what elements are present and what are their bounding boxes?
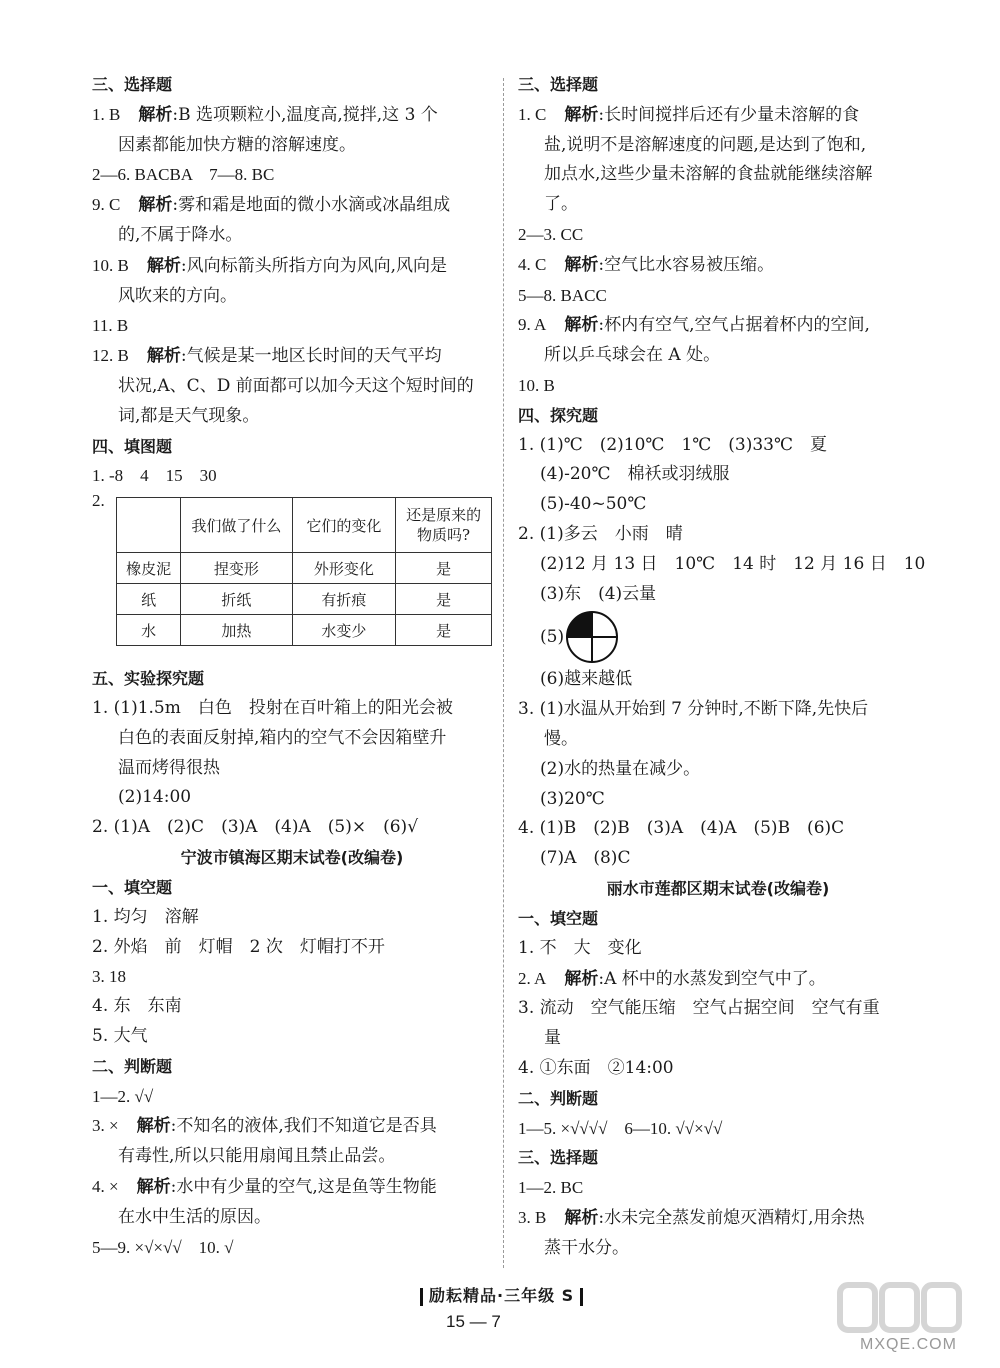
- answer-item: 1. 不 大 变化: [518, 937, 642, 958]
- section-title: 五、实验探究题: [92, 669, 205, 689]
- answer-item: 2. (1)多云 小雨 晴: [518, 523, 683, 544]
- answer-continuation: 慢。: [544, 728, 578, 749]
- answer-item: 5—8. BACC: [518, 285, 607, 305]
- answer-item: 2. (1)A (2)C (3)A (4)A (5)× (6)√: [92, 817, 419, 838]
- answer-continuation: (3)东 (4)云量: [540, 583, 657, 604]
- answer-continuation: 在水中生活的原因。: [118, 1206, 271, 1227]
- answer-continuation: 加点水,这些少量未溶解的食盐就能继续溶解: [544, 164, 873, 185]
- table-cell: 捏变形: [181, 553, 292, 584]
- brand-text: 励耘精品·三年级 S: [429, 1286, 575, 1305]
- answer-continuation: 盐,说明不是溶解速度的问题,是达到了饱和,: [544, 134, 867, 155]
- table-header-cell: 我们做了什么: [181, 498, 292, 553]
- section-title: 一、填空题: [92, 877, 173, 897]
- exam-title: 宁波市镇海区期末试卷(改编卷): [180, 847, 404, 867]
- section-title: 三、选择题: [518, 1148, 599, 1168]
- answer-item: 4. × 解析:水中有少量的空气,这是鱼等生物能: [92, 1176, 437, 1197]
- table-row: [117, 615, 492, 646]
- answer-continuation: 有毒性,所以只能用扇闻且禁止品尝。: [118, 1146, 396, 1167]
- answer-continuation: (2)14:00: [118, 787, 192, 808]
- table-cell: 折纸: [181, 584, 292, 615]
- footer-bar-right: [580, 1288, 583, 1306]
- answer-continuation: 蒸干水分。: [544, 1237, 629, 1258]
- answer-item: 2. 外焰 前 灯帽 2 次 灯帽打不开: [92, 936, 385, 957]
- table-header-cell: 还是原来的物质吗?: [396, 498, 492, 553]
- answer-item: 2. A 解析:A 杯中的水蒸发到空气中了。: [518, 968, 826, 989]
- answer-item: 4. (1)B (2)B (3)A (4)A (5)B (6)C: [518, 818, 845, 839]
- answer-continuation: (7)A (8)C: [540, 848, 631, 869]
- answer-continuation: (2)12 月 13 日 10℃ 14 时 12 月 16 日 10: [540, 553, 926, 574]
- table-cell: 是: [396, 615, 492, 646]
- answer-continuation: 状况,A、C、D 前面都可以加今天这个短时间的: [118, 375, 474, 396]
- answer-item: 3. × 解析:不知名的液体,我们不知道它是否具: [92, 1116, 437, 1137]
- answer-item: 5—9. ×√×√√ 10. √: [92, 1237, 234, 1257]
- footer-brand: [414, 1283, 589, 1306]
- section-title: 一、填空题: [518, 908, 599, 928]
- answer-item: 12. B 解析:气候是某一地区长时间的天气平均: [92, 346, 442, 367]
- table-cell: 是: [396, 584, 492, 615]
- answer-item: 2—6. BACBA 7—8. BC: [92, 165, 275, 185]
- section-title: 二、判断题: [92, 1056, 173, 1076]
- answer-continuation: 了。: [544, 194, 578, 215]
- table-header-cell: 它们的变化: [292, 498, 396, 553]
- section-title: 三、选择题: [92, 75, 173, 94]
- answer-item: 3. (1)水温从开始到 7 分钟时,不断下降,先快后: [518, 699, 869, 720]
- experiment-table: [116, 497, 492, 646]
- answer-continuation: 所以乒乓球会在 A 处。: [544, 345, 721, 366]
- answer-item: 1. (1)1.5m 白色 投射在百叶箱上的阳光会被: [92, 697, 453, 718]
- answer-continuation: 白色的表面反射掉,箱内的空气不会因箱壁升: [118, 727, 447, 748]
- answer-item: 1—5. ×√√√√ 6—10. √√×√√: [518, 1118, 723, 1138]
- table-cell: 有折痕: [292, 584, 396, 615]
- answer-item: 5. 大气: [92, 1025, 148, 1046]
- answer-continuation: (3)20℃: [540, 788, 605, 809]
- answer-item: 2—3. CC: [518, 224, 584, 244]
- section-title: 三、选择题: [518, 75, 599, 94]
- watermark-text: MXQE.COM: [860, 1336, 957, 1353]
- answer-item: 1—2. BC: [518, 1178, 584, 1198]
- answer-item: 4. ①东面 ②14:00: [518, 1057, 674, 1078]
- section-title: 四、探究题: [518, 405, 599, 425]
- answer-continuation: 风吹来的方向。: [118, 285, 237, 306]
- table-cell: 橡皮泥: [117, 553, 181, 584]
- answer-continuation: (5)-40~50℃: [540, 494, 647, 515]
- answer-item: 1. B 解析:B 选项颗粒小,温度高,搅拌,这 3 个: [92, 104, 438, 125]
- section-title: 四、填图题: [92, 436, 173, 456]
- table-cell: 水变少: [292, 615, 396, 646]
- answer-item: 2.: [92, 491, 105, 511]
- table-row: [117, 553, 492, 584]
- answer-item: 1. C 解析:长时间搅拌后还有少量未溶解的食: [518, 104, 860, 125]
- answer-label: (5): [540, 627, 565, 648]
- answer-continuation: (4)-20℃ 棉袄或羽绒服: [540, 464, 730, 485]
- answer-item: 3. 18: [92, 967, 126, 987]
- answer-continuation: 温而烤得很热: [118, 757, 220, 778]
- table-cell: 纸: [117, 584, 181, 615]
- page-number: 15 — 7: [446, 1312, 501, 1331]
- answer-continuation: 因素都能加快方糖的溶解速度。: [118, 134, 356, 155]
- answer-item: 10. B: [518, 375, 555, 395]
- answer-item: 1. 均匀 溶解: [92, 906, 199, 927]
- answer-continuation: 量: [544, 1028, 561, 1049]
- section-title: 二、判断题: [518, 1088, 599, 1108]
- footer-bar-left: [420, 1288, 423, 1306]
- table-cell: 是: [396, 553, 492, 584]
- table-cell: 加热: [181, 615, 292, 646]
- answer-item: 4. C 解析:空气比水容易被压缩。: [518, 254, 775, 275]
- answer-item: 1. -8 4 15 30: [92, 466, 217, 486]
- answer-item: 3. 流动 空气能压缩 空气占据空间 空气有重: [518, 998, 880, 1019]
- answer-item: 9. A 解析:杯内有空气,空气占据着杯内的空间,: [518, 315, 870, 336]
- table-cell: 水: [117, 615, 181, 646]
- column-divider: [503, 78, 504, 1268]
- answer-item: 4. 东 东南: [92, 996, 182, 1017]
- left-column: [92, 70, 492, 1262]
- right-column: [518, 70, 926, 1263]
- table-cell: 外形变化: [292, 553, 396, 584]
- exam-title: 丽水市莲都区期末试卷(改编卷): [606, 878, 830, 898]
- answer-item: 10. B 解析:风向标箭头所指方向为风向,风向是: [92, 255, 447, 276]
- answer-continuation: 的,不属于降水。: [118, 224, 243, 245]
- answer-continuation: (6)越来越低: [540, 669, 633, 690]
- answer-item: 1. (1)℃ (2)10℃ 1℃ (3)33℃ 夏: [518, 434, 828, 455]
- answer-item: 9. C 解析:雾和霜是地面的微小水滴或冰晶组成: [92, 195, 451, 216]
- cloud-cover-answer: [518, 609, 918, 665]
- table-row: [117, 584, 492, 615]
- answer-continuation: (2)水的热量在减少。: [540, 758, 701, 779]
- cloud-cover-circle-icon: [564, 609, 620, 665]
- answer-item: 11. B: [92, 316, 129, 336]
- answer-item: 1—2. √√: [92, 1086, 154, 1106]
- answer-item: 3. B 解析:水未完全蒸发前熄灭酒精灯,用余热: [518, 1207, 865, 1228]
- answer-continuation: 词,都是天气现象。: [118, 405, 260, 426]
